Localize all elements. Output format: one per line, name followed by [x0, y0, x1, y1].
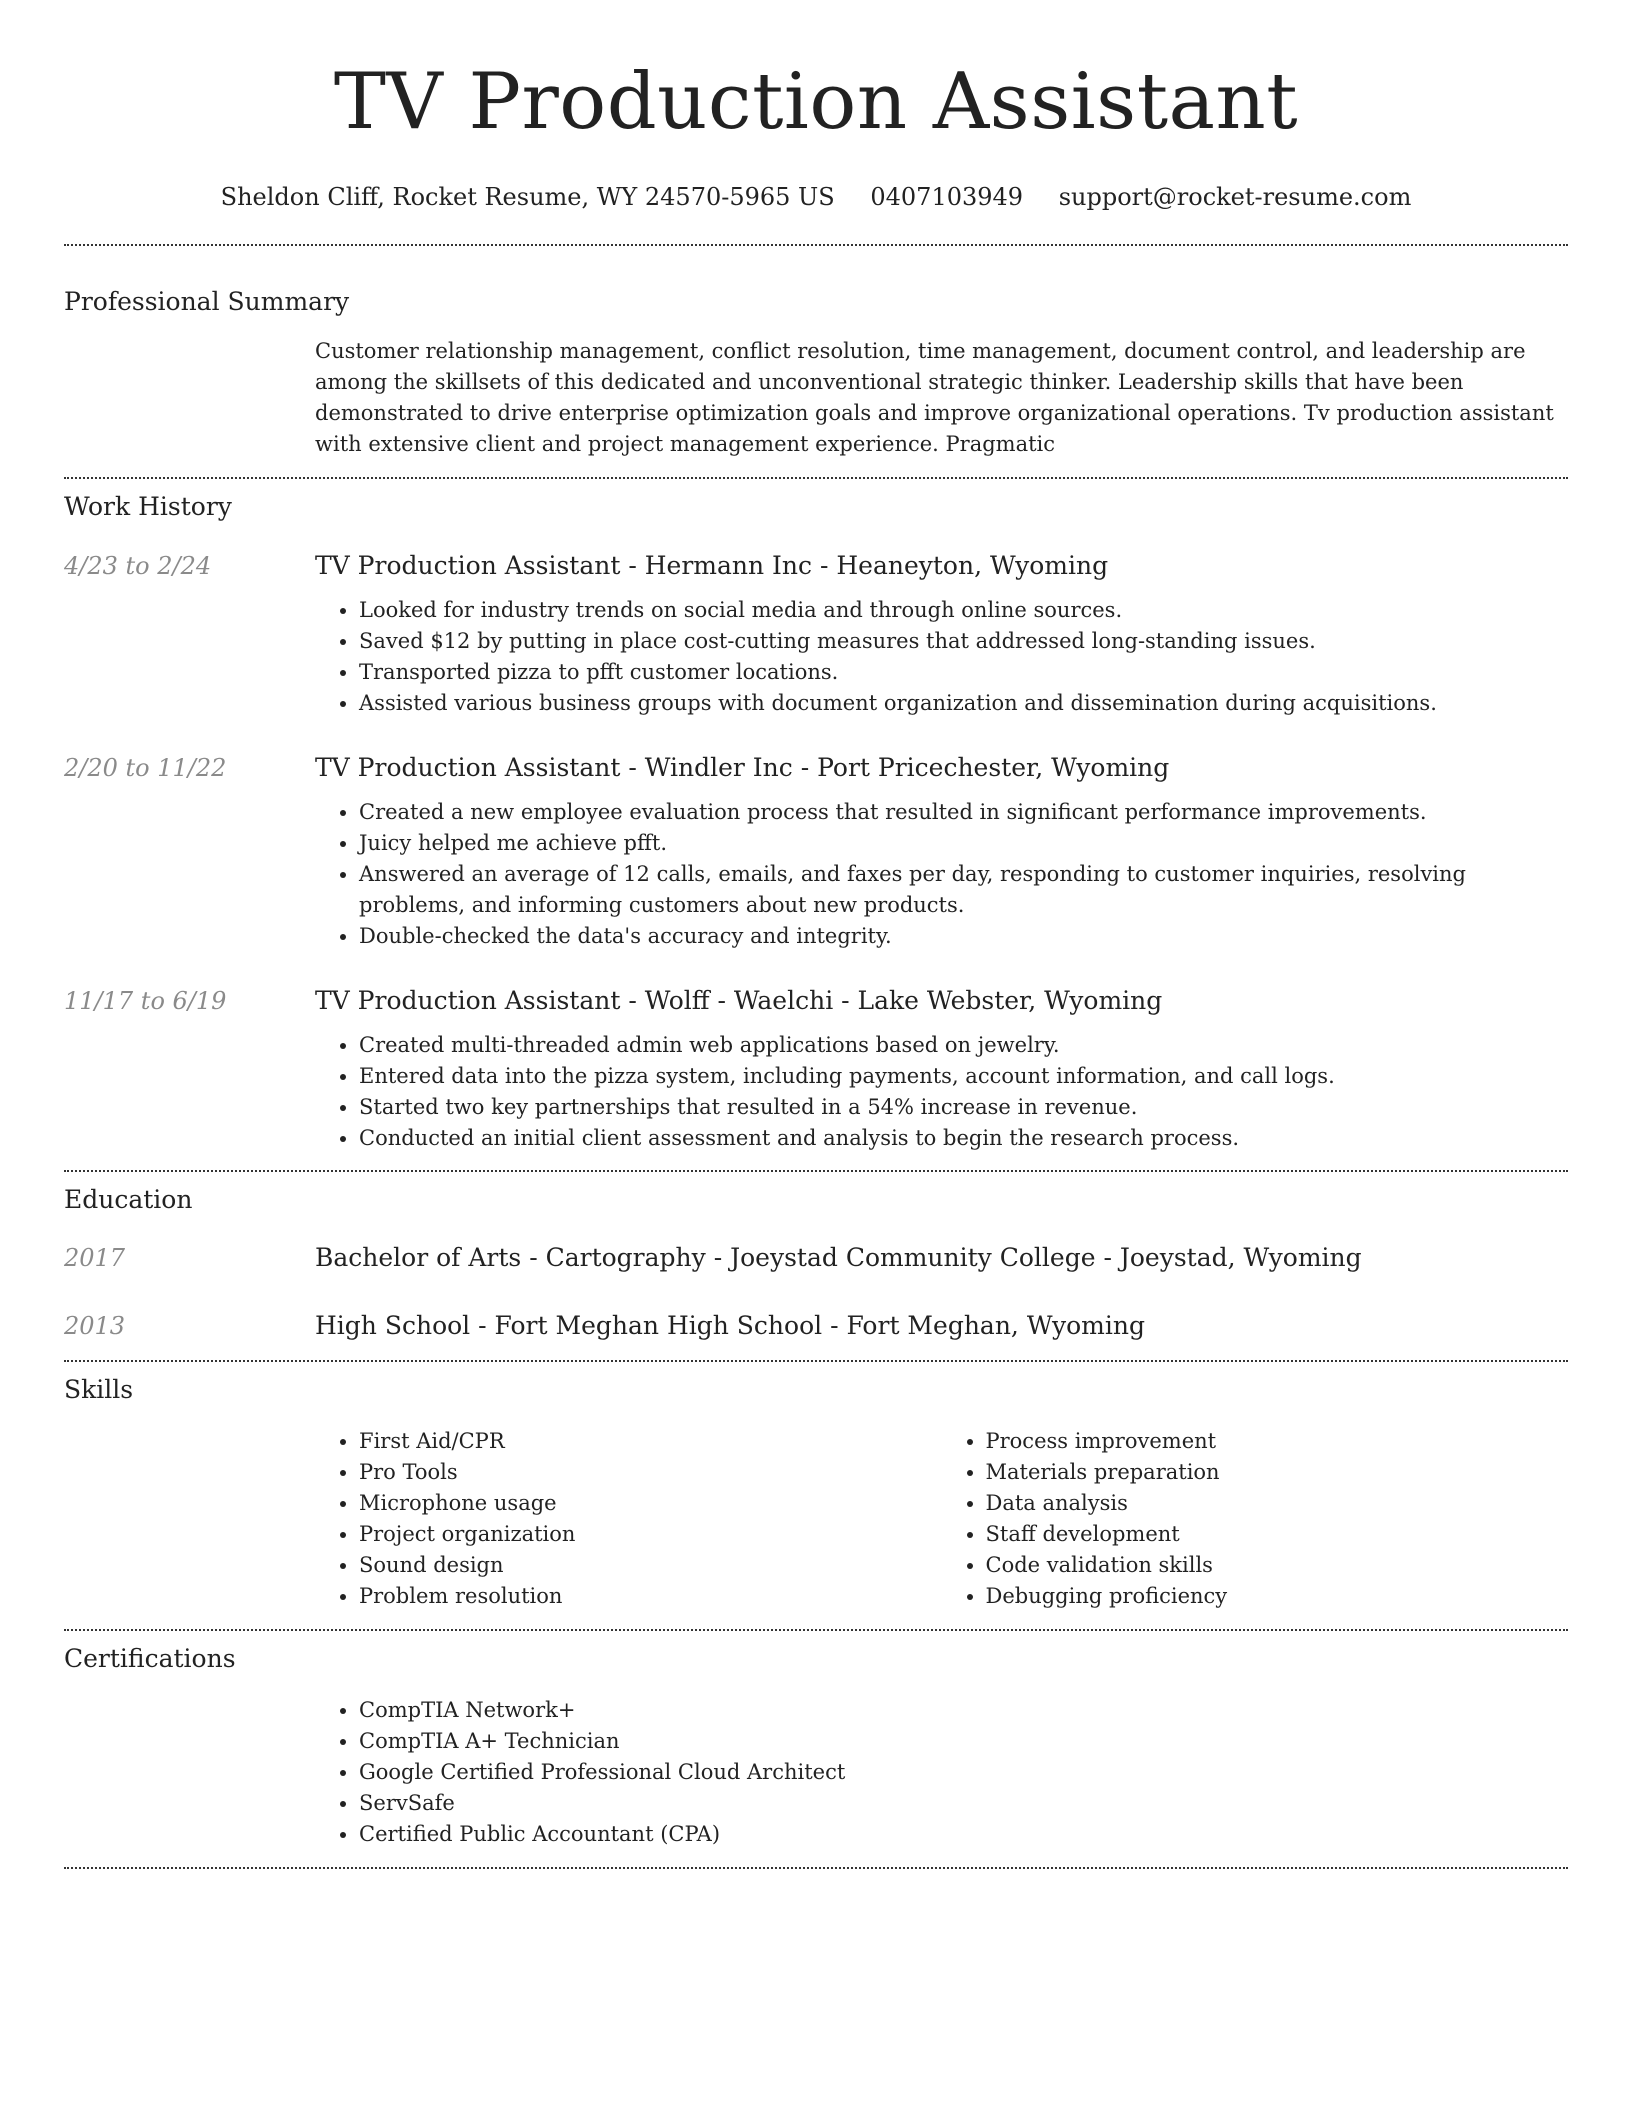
list-item: • Google Certified Professional Cloud Architect: [359, 1757, 1568, 1788]
skills-list-right: [942, 1426, 1569, 1612]
job-title: TV Production Assistant - Windler Inc - Port Pricechester, Wyoming: [315, 753, 1170, 782]
list-item: • Problem resolution: [359, 1581, 942, 1612]
list-item: • Staff development: [986, 1519, 1569, 1550]
list-item: • Project organization: [359, 1519, 942, 1550]
list-item: • ServSafe: [359, 1788, 1568, 1819]
section-divider: [64, 1867, 1568, 1869]
skills-heading: Skills: [64, 1375, 134, 1404]
list-item: • Double-checked the data's accuracy and integrity.: [359, 921, 1568, 952]
list-item: • Conducted an initial client assessment and analysis to begin the research process.: [359, 1123, 1568, 1154]
candidate-name: TV Production Assistant: [333, 57, 1299, 147]
list-item: • Sound design: [359, 1550, 942, 1581]
list-item: • First Aid/CPR: [359, 1426, 942, 1457]
list-item: • Created multi-threaded admin web applications based on jewelry.: [359, 1030, 1568, 1061]
contact-line: [64, 182, 1568, 212]
education-year: 2013: [64, 1312, 126, 1340]
list-item: • Created a new employee evaluation process that resulted in significant performance improvements.: [359, 797, 1568, 828]
list-item: • Looked for industry trends on social media and through online sources.: [359, 595, 1568, 626]
list-item: • Debugging proficiency: [986, 1581, 1569, 1612]
skills-section: [64, 1362, 1568, 1612]
summary-heading: Professional Summary: [64, 287, 350, 316]
education-entry: [64, 1242, 1568, 1274]
certifications-list: [315, 1695, 1568, 1850]
work-history-section: [64, 479, 1568, 1154]
summary-section: [64, 246, 1568, 460]
education-year: 2017: [64, 1244, 126, 1272]
list-item: • Pro Tools: [359, 1457, 942, 1488]
education-degree: Bachelor of Arts - Cartography - Joeystad Community College - Joeystad, Wyoming: [315, 1243, 1362, 1272]
education-section: [64, 1172, 1568, 1342]
contact-address: Sheldon Cliff, Rocket Resume, WY 24570-5965 US: [220, 183, 835, 211]
job-entry: [64, 985, 1568, 1154]
contact-email: support@rocket-resume.com: [1058, 183, 1412, 211]
education-heading: Education: [64, 1185, 193, 1214]
education-entry: [64, 1310, 1568, 1342]
summary-text: Customer relationship management, conflict resolution, time management, document control, and leadership are among the skillsets of this dedicated and unconventional strategic thinker. Leadership skills that have been demonstrated to drive enterprise optimization goals and improve organizational operations. Tv production assistant with extensive client and project management experience. Pragmatic: [315, 339, 1554, 456]
job-entry: [64, 550, 1568, 719]
job-title: TV Production Assistant - Wolff - Waelchi - Lake Webster, Wyoming: [315, 986, 1163, 1015]
work-history-heading: Work History: [64, 492, 232, 521]
job-bullets: [315, 595, 1568, 719]
job-bullets: [315, 797, 1568, 952]
list-item: • Juicy helped me achieve pfft.: [359, 828, 1568, 859]
list-item: • Data analysis: [986, 1488, 1569, 1519]
list-item: • Entered data into the pizza system, including payments, account information, and call logs.: [359, 1061, 1568, 1092]
list-item: • Process improvement: [986, 1426, 1569, 1457]
resume-page: [64, 0, 1568, 1869]
job-title: TV Production Assistant - Hermann Inc - Heaneyton, Wyoming: [315, 551, 1109, 580]
job-entry: [64, 752, 1568, 952]
list-item: • CompTIA A+ Technician: [359, 1726, 1568, 1757]
list-item: • Answered an average of 12 calls, emails, and faxes per day, responding to customer inquiries, resolving problems, and informing customers about new products.: [359, 859, 1568, 921]
list-item: • Started two key partnerships that resulted in a 54% increase in revenue.: [359, 1092, 1568, 1123]
job-bullets: [315, 1030, 1568, 1154]
list-item: • Transported pizza to pfft customer locations.: [359, 657, 1568, 688]
list-item: • Saved $12 by putting in place cost-cutting measures that addressed long-standing issues.: [359, 626, 1568, 657]
job-dates: 4/23 to 2/24: [64, 552, 212, 580]
education-degree: High School - Fort Meghan High School - Fort Meghan, Wyoming: [315, 1311, 1145, 1340]
list-item: • Materials preparation: [986, 1457, 1569, 1488]
list-item: • Certified Public Accountant (CPA): [359, 1819, 1568, 1850]
list-item: • CompTIA Network+: [359, 1695, 1568, 1726]
list-item: • Code validation skills: [986, 1550, 1569, 1581]
list-item: • Assisted various business groups with document organization and dissemination during acquisitions.: [359, 688, 1568, 719]
job-dates: 11/17 to 6/19: [64, 987, 227, 1015]
certifications-section: [64, 1631, 1568, 1850]
certifications-heading: Certifications: [64, 1644, 236, 1673]
job-dates: 2/20 to 11/22: [64, 754, 227, 782]
skills-list-left: [315, 1426, 942, 1612]
contact-phone: 0407103949: [870, 183, 1024, 211]
list-item: • Microphone usage: [359, 1488, 942, 1519]
